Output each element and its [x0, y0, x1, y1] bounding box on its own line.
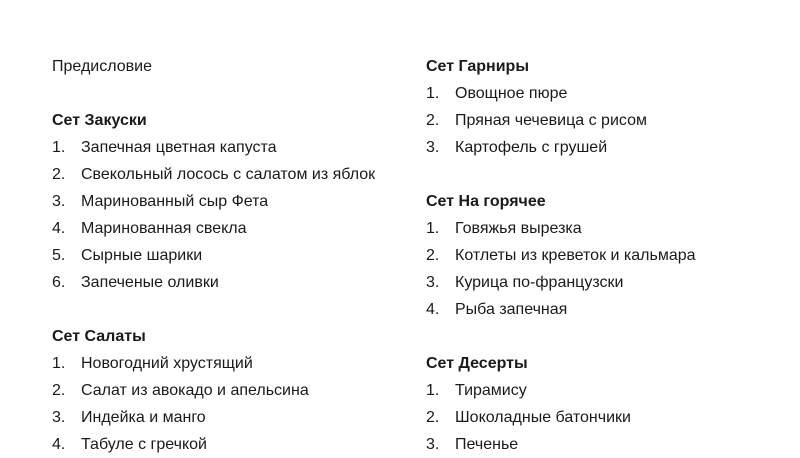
item-text: Маринованная свекла [81, 220, 247, 237]
section-title-mains: Сет На горячее [426, 193, 546, 210]
list-item [426, 404, 800, 431]
list-item [52, 215, 432, 242]
item-text: Картофель с грушей [455, 139, 608, 156]
list-item [52, 242, 432, 269]
item-number: 1. [426, 382, 440, 399]
section-title-sides: Сет Гарниры [426, 58, 529, 75]
item-number: 6. [52, 274, 66, 291]
section-title-appetizers: Сет Закуски [52, 112, 147, 129]
item-number: 3. [426, 436, 440, 453]
item-text: Тирамису [455, 382, 527, 399]
item-text: Пряная чечевица с рисом [455, 112, 647, 129]
left-column [52, 53, 432, 458]
list-item [426, 269, 800, 296]
item-number: 3. [52, 193, 66, 210]
item-number: 1. [52, 355, 66, 372]
item-number: 1. [426, 85, 440, 102]
item-text: Печенье [455, 436, 519, 453]
item-number: 1. [52, 139, 66, 156]
list-item [426, 134, 800, 161]
list-item [426, 107, 800, 134]
item-text: Курица по-французски [455, 274, 624, 291]
item-text: Сырные шарики [81, 247, 203, 264]
list-item [52, 431, 432, 458]
list-item [52, 350, 432, 377]
item-number: 5. [52, 247, 66, 264]
item-number: 2. [426, 409, 440, 426]
preface-title: Предисловие [52, 58, 152, 75]
item-number: 2. [52, 166, 66, 183]
item-text: Говяжья вырезка [455, 220, 582, 237]
item-text: Запечная цветная капуста [81, 139, 277, 156]
list-item [52, 404, 432, 431]
item-text: Новогодний хрустящий [81, 355, 253, 372]
item-number: 3. [52, 409, 66, 426]
list-item [52, 161, 432, 188]
spacer [426, 161, 800, 188]
item-text: Табуле с гречкой [81, 436, 207, 453]
item-number: 2. [426, 112, 440, 129]
item-text: Овощное пюре [455, 85, 568, 102]
spacer [52, 80, 432, 107]
item-text: Маринованный сыр Фета [81, 193, 269, 210]
list-item [426, 80, 800, 107]
item-number: 3. [426, 139, 440, 156]
list-item [52, 134, 432, 161]
section-title-desserts: Сет Десерты [426, 355, 528, 372]
list-item [426, 377, 800, 404]
item-text: Рыба запечная [455, 301, 568, 318]
item-text: Котлеты из креветок и кальмара [455, 247, 696, 264]
item-number: 2. [426, 247, 440, 264]
item-text: Запеченые оливки [81, 274, 219, 291]
list-item [426, 431, 800, 458]
list-item [52, 188, 432, 215]
list-item [52, 377, 432, 404]
list-item [426, 215, 800, 242]
item-number: 1. [426, 220, 440, 237]
item-text: Шоколадные батончики [455, 409, 631, 426]
item-number: 4. [52, 220, 66, 237]
item-number: 2. [52, 382, 66, 399]
spacer [426, 323, 800, 350]
item-number: 3. [426, 274, 440, 291]
list-item [426, 242, 800, 269]
item-text: Свекольный лосось с салатом из яблок [81, 166, 376, 183]
spacer [52, 296, 432, 323]
section-title-salads: Сет Салаты [52, 328, 146, 345]
item-text: Салат из авокадо и апельсина [81, 382, 309, 399]
list-item [426, 296, 800, 323]
item-text: Индейка и манго [81, 409, 206, 426]
right-column [426, 53, 800, 458]
item-number: 4. [426, 301, 440, 318]
list-item [52, 269, 432, 296]
item-number: 4. [52, 436, 66, 453]
